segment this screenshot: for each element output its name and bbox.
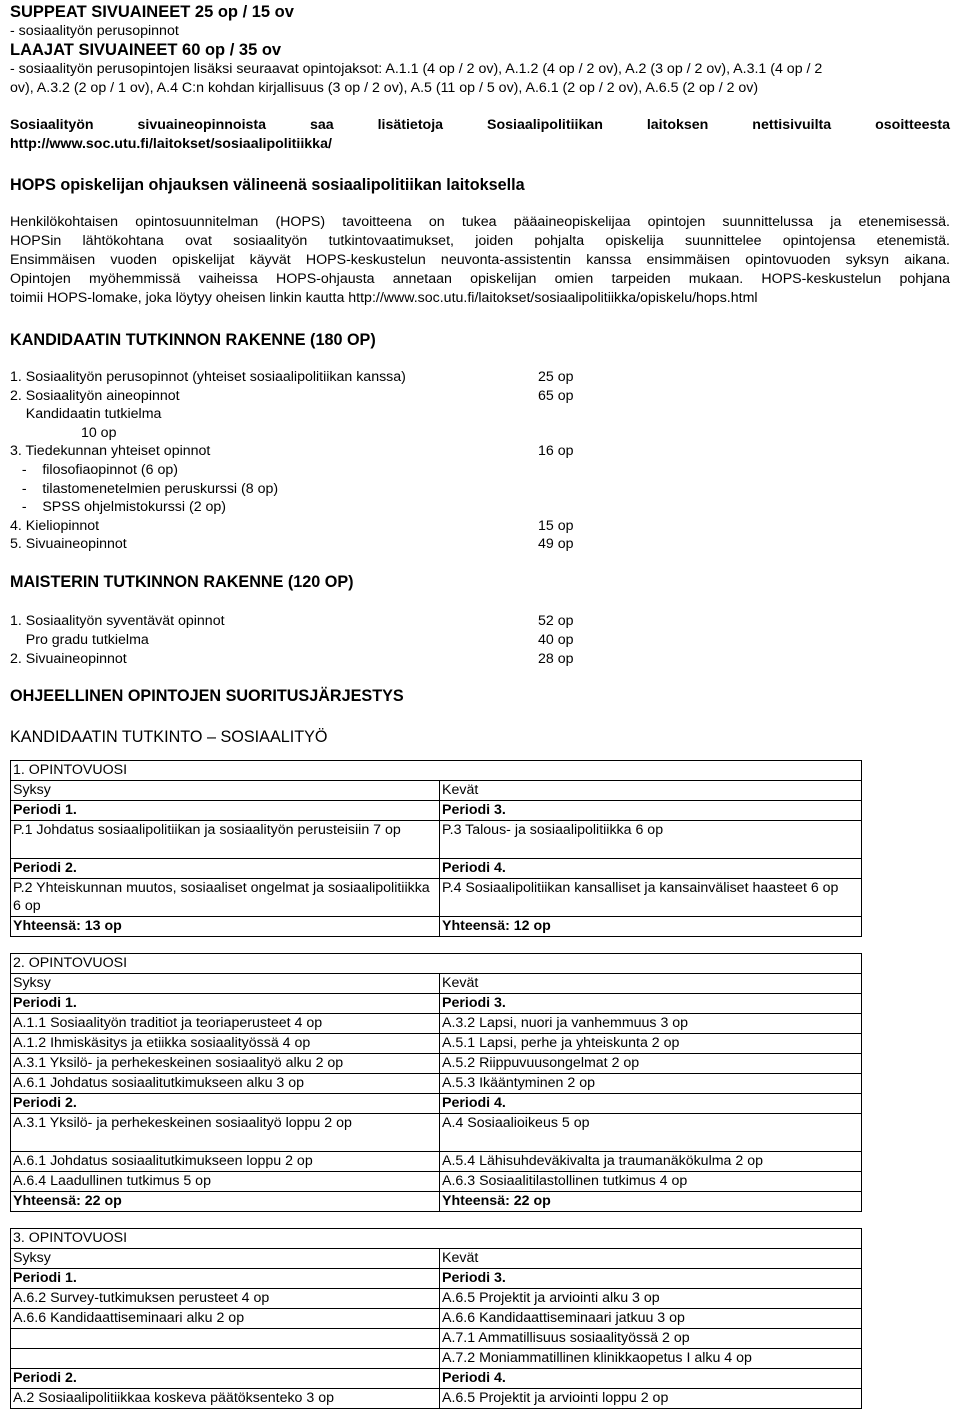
spring-cell: A.6.3 Sosiaalitilastollinen tutkimus 4 op: [440, 1172, 862, 1192]
spring-cell: A.7.2 Moniammatillinen klinikkaopetus I alku 4 op: [440, 1349, 862, 1369]
spring-cell: Kevät: [440, 974, 862, 994]
hops-line-3: Ensimmäisen vuoden opiskelijat käyvät HOPS-keskustelun neuvonta-assistentin kanssa ensimmäisen opintovuoden syksyn aikana.: [10, 252, 950, 268]
autumn-cell: A.6.2 Survey-tutkimuksen perusteet 4 op: [11, 1289, 440, 1309]
spring-cell: A.6.6 Kandidaattiseminaari jatkuu 3 op: [440, 1309, 862, 1329]
jarjestys-subheading: KANDIDAATIN TUTKINTO – SOSIAALITYÖ: [10, 728, 328, 746]
autumn-cell: Periodi 2.: [11, 1094, 440, 1114]
autumn-cell: [11, 1329, 440, 1349]
maisteri-row-label: 1. Sosiaalityön syventävät opinnot: [10, 613, 225, 629]
hops-line-5: toimii HOPS-lomake, joka löytyy oheisen linkin kautta http://www.soc.utu.fi/laitokset/sosiaalipolitiikka/opiskelu/hops.html: [10, 290, 758, 306]
autumn-cell: Periodi 2.: [11, 1369, 440, 1389]
spring-cell: A.7.1 Ammatillisuus sosiaalityössä 2 op: [440, 1329, 862, 1349]
table-row: [11, 1309, 862, 1329]
spring-cell: Yhteensä: 12 op: [440, 917, 862, 937]
autumn-cell: P.2 Yhteiskunnan muutos, sosiaaliset ongelmat ja sosiaalipolitiikka 6 op: [11, 879, 440, 917]
autumn-cell: Periodi 2.: [11, 859, 440, 879]
spring-cell: Periodi 4.: [440, 859, 862, 879]
kandidaatti-row-label: Kandidaatin tutkielma: [10, 406, 162, 423]
kandidaatti-row-label: - tilastomenetelmien peruskurssi (8 op): [10, 480, 279, 497]
spring-cell: Periodi 4.: [440, 1094, 862, 1114]
kandidaatti-row-label: 2. Sosiaalityön aineopinnot: [10, 387, 180, 404]
maisteri-row-value: 28 op: [538, 651, 574, 667]
table-row: [11, 1094, 862, 1114]
hops-line-4: Opintojen myöhemmissä vaiheissa HOPS-ohjausta annetaan opiskelijan omien tarpeiden mukaan. HOPS-keskustelun pohjana: [10, 271, 950, 287]
kandidaatti-row-value: 16 op: [538, 443, 574, 460]
table-row: [11, 1014, 862, 1034]
table-row: [11, 801, 862, 821]
spring-cell: P.3 Talous- ja sosiaalipolitiikka 6 op: [440, 821, 862, 859]
spring-cell: A.3.2 Lapsi, nuori ja vanhemmuus 3 op: [440, 1014, 862, 1034]
laajat-heading: LAAJAT SIVUAINEET 60 op / 35 ov: [10, 41, 282, 59]
table-row: [11, 994, 862, 1014]
table-row: [11, 879, 862, 917]
autumn-cell: P.1 Johdatus sosiaalipolitiikan ja sosiaalityön perusteisiin 7 op: [11, 821, 440, 859]
year-title: 3. OPINTOVUOSI: [11, 1229, 862, 1249]
maisteri-row-value: 52 op: [538, 613, 574, 629]
year-title: 1. OPINTOVUOSI: [11, 761, 862, 781]
kandidaatti-row-value: 15 op: [538, 517, 574, 534]
table-row: [11, 1289, 862, 1309]
autumn-cell: Syksy: [11, 974, 440, 994]
table-row: [11, 781, 862, 801]
table-row: [11, 859, 862, 879]
autumn-cell: [11, 1349, 440, 1369]
table-row: [11, 1249, 862, 1269]
kandidaatti-row-label: - SPSS ohjelmistokurssi (2 op): [10, 499, 227, 516]
hops-line-2: HOPSin lähtökohtana ovat sosiaalityön tutkintovaatimukset, joiden pohjalta opiskelija suunnittelee opintojensa etenemistä.: [10, 233, 950, 249]
autumn-cell: A.2 Sosiaalipolitiikkaa koskeva päätöksenteko 3 op: [11, 1389, 440, 1409]
table-row: [11, 1269, 862, 1289]
suppeat-item: - sosiaalityön perusopinnot: [10, 23, 179, 39]
autumn-cell: A.3.1 Yksilö- ja perhekeskeinen sosiaalityö loppu 2 op: [11, 1114, 440, 1152]
autumn-cell: A.1.2 Ihmiskäsitys ja etiikka sosiaalityössä 4 op: [11, 1034, 440, 1054]
maisteri-heading: MAISTERIN TUTKINNON RAKENNE (120 OP): [10, 573, 354, 591]
spring-cell: Periodi 3.: [440, 801, 862, 821]
kandidaatti-row-label: 5. Sivuaineopinnot: [10, 536, 127, 553]
spring-cell: Periodi 3.: [440, 1269, 862, 1289]
spring-cell: P.4 Sosiaalipolitiikan kansalliset ja kansainväliset haasteet 6 op: [440, 879, 862, 917]
table-row: [11, 1074, 862, 1094]
maisteri-row-label: 2. Sivuaineopinnot: [10, 651, 127, 667]
autumn-cell: A.6.1 Johdatus sosiaalitutkimukseen alku 3 op: [11, 1074, 440, 1094]
spring-cell: Yhteensä: 22 op: [440, 1192, 862, 1212]
table-row: [11, 1034, 862, 1054]
autumn-cell: Yhteensä: 22 op: [11, 1192, 440, 1212]
table-row: [11, 821, 862, 859]
autumn-cell: A.6.4 Laadullinen tutkimus 5 op: [11, 1172, 440, 1192]
info-link[interactable]: http://www.soc.utu.fi/laitokset/sosiaalipolitiikka/: [10, 136, 332, 152]
spring-cell: A.5.2 Riippuvuusongelmat 2 op: [440, 1054, 862, 1074]
autumn-cell: A.6.6 Kandidaattiseminaari alku 2 op: [11, 1309, 440, 1329]
table-row: [11, 1369, 862, 1389]
table-row: [11, 917, 862, 937]
study-year-table: [10, 953, 862, 1212]
autumn-cell: Periodi 1.: [11, 801, 440, 821]
kandidaatti-row-value: 49 op: [538, 536, 574, 553]
kandidaatti-row-label: 10 op: [10, 424, 117, 441]
spring-cell: Kevät: [440, 781, 862, 801]
autumn-cell: Yhteensä: 13 op: [11, 917, 440, 937]
kandidaatti-row-label: - filosofiaopinnot (6 op): [10, 462, 178, 478]
suppeat-heading: SUPPEAT SIVUAINEET 25 op / 15 ov: [10, 3, 294, 21]
study-year-table: [10, 760, 862, 937]
kandidaatti-row-label: 3. Tiedekunnan yhteiset opinnot: [10, 443, 211, 460]
spring-cell: Periodi 3.: [440, 994, 862, 1014]
autumn-cell: Periodi 1.: [11, 994, 440, 1014]
spring-cell: A.5.4 Lähisuhdeväkivalta ja traumanäkökulma 2 op: [440, 1152, 862, 1172]
table-row: [11, 1172, 862, 1192]
autumn-cell: A.6.1 Johdatus sosiaalitutkimukseen loppu 2 op: [11, 1152, 440, 1172]
hops-heading: HOPS opiskelijan ohjauksen välineenä sosiaalipolitiikan laitoksella: [10, 176, 525, 194]
autumn-cell: A.1.1 Sosiaalityön traditiot ja teoriaperusteet 4 op: [11, 1014, 440, 1034]
table-row: [11, 974, 862, 994]
study-year-table: [10, 1228, 862, 1409]
spring-cell: Kevät: [440, 1249, 862, 1269]
spring-cell: A.6.5 Projektit ja arviointi loppu 2 op: [440, 1389, 862, 1409]
maisteri-row-value: 40 op: [538, 632, 574, 648]
kandidaatti-row-value: 65 op: [538, 387, 574, 404]
table-row: [11, 1349, 862, 1369]
table-row: [11, 1389, 862, 1409]
table-row: [11, 1054, 862, 1074]
table-row: [11, 1329, 862, 1349]
autumn-cell: Syksy: [11, 1249, 440, 1269]
spring-cell: A.5.1 Lapsi, perhe ja yhteiskunta 2 op: [440, 1034, 862, 1054]
spring-cell: A.6.5 Projektit ja arviointi alku 3 op: [440, 1289, 862, 1309]
laajat-line-1: - sosiaalityön perusopintojen lisäksi seuraavat opintojaksot: A.1.1 (4 op / 2 ov), A.1.2 (4 op / 2 ov), A.2 (3 op / 2 ov), A.3.1 (4 op / 2: [10, 61, 823, 77]
spring-cell: A.5.3 Ikääntyminen 2 op: [440, 1074, 862, 1094]
autumn-cell: Periodi 1.: [11, 1269, 440, 1289]
laajat-line-2: ov), A.3.2 (2 op / 1 ov), A.4 C:n kohdan kirjallisuus (3 op / 2 ov), A.5 (11 op / 5 ov), A.6.1 (2 op / 2 ov), A.6.5 (2 op / 2 ov): [10, 80, 759, 96]
autumn-cell: Syksy: [11, 781, 440, 801]
spring-cell: A.4 Sosiaalioikeus 5 op: [440, 1114, 862, 1152]
jarjestys-heading: OHJEELLINEN OPINTOJEN SUORITUSJÄRJESTYS: [10, 687, 404, 705]
table-row: [11, 1114, 862, 1152]
kandidaatti-row-value: 25 op: [538, 369, 574, 385]
spring-cell: Periodi 4.: [440, 1369, 862, 1389]
kandidaatti-row-label: 1. Sosiaalityön perusopinnot (yhteiset sosiaalipolitiikan kanssa): [10, 369, 406, 385]
info-line-1: Sosiaalityön sivuaineopinnoista saa lisätietoja Sosiaalipolitiikan laitoksen nettisivuilta osoitteesta: [10, 117, 950, 133]
table-row: [11, 1152, 862, 1172]
kandidaatti-row-label: 4. Kieliopinnot: [10, 517, 100, 534]
hops-line-1: Henkilökohtaisen opintosuunnitelman (HOPS) tavoitteena on tukea pääaineopiskelijaa opintojen suunnittelussa ja etenemisessä.: [10, 214, 950, 230]
kandidaatti-heading: KANDIDAATIN TUTKINNON RAKENNE (180 OP): [10, 331, 376, 349]
year-title: 2. OPINTOVUOSI: [11, 954, 862, 974]
table-row: [11, 1192, 862, 1212]
maisteri-row-label: Pro gradu tutkielma: [10, 632, 149, 648]
autumn-cell: A.3.1 Yksilö- ja perhekeskeinen sosiaalityö alku 2 op: [11, 1054, 440, 1074]
